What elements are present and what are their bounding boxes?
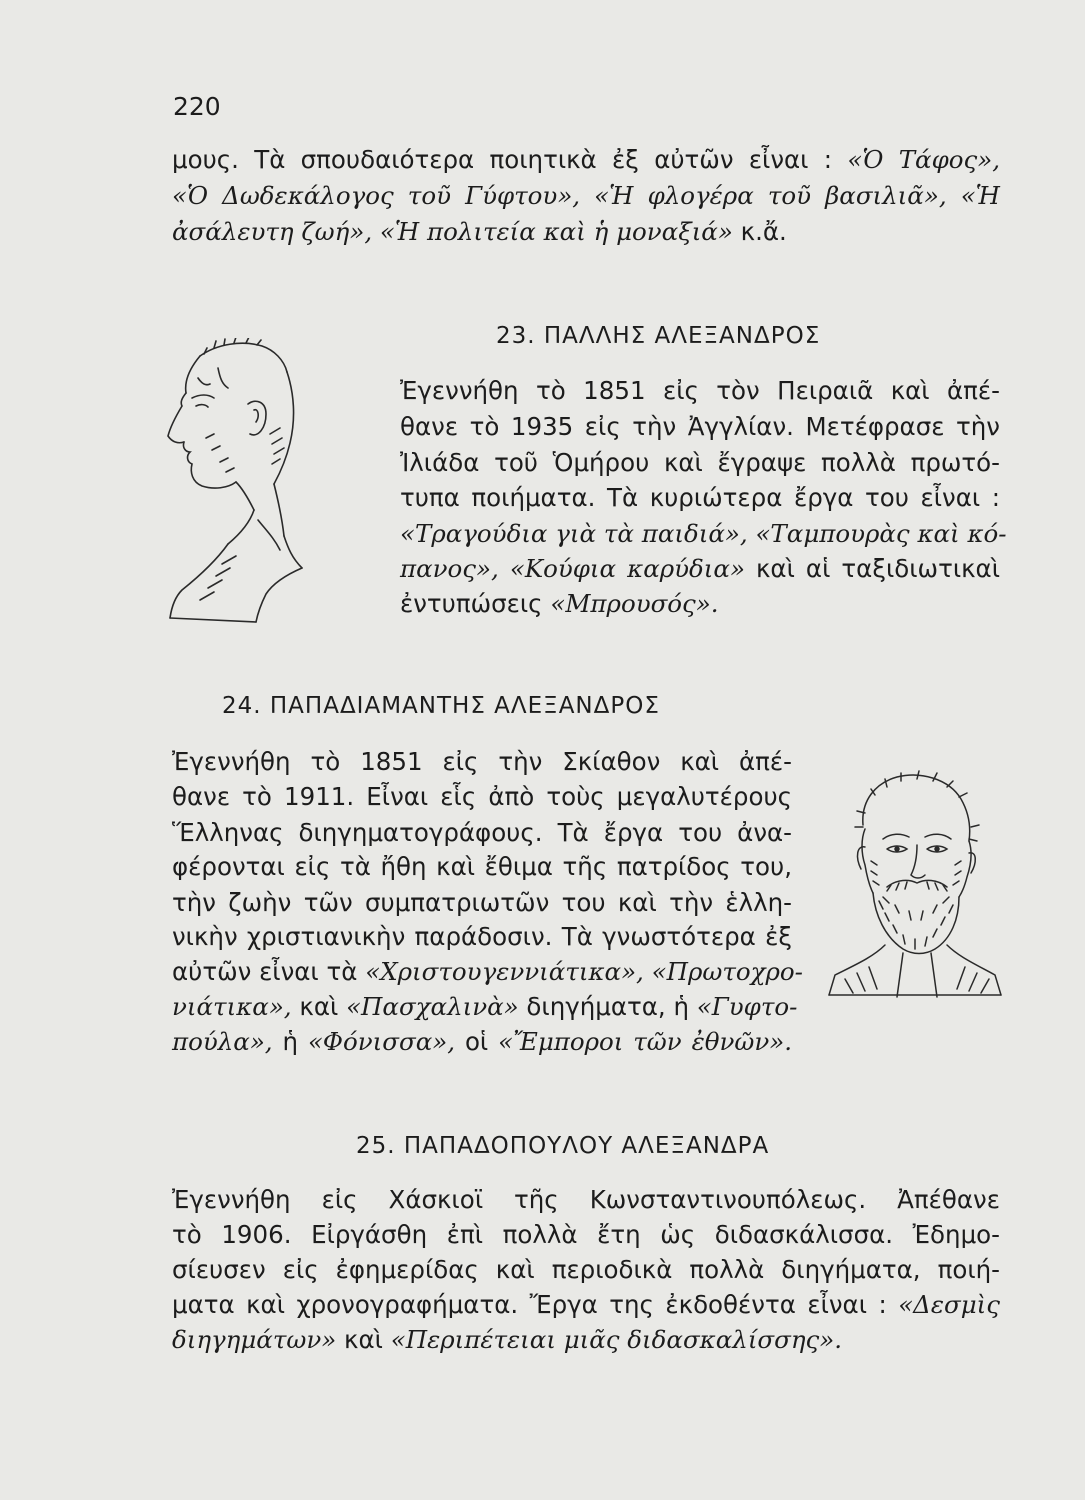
section-24-line	[172, 850, 792, 884]
italic-title-text: «Χριστουγεννιάτικα», «Πρωτοχρο-	[365, 957, 803, 986]
italic-title-text: διηγημάτων»	[172, 1325, 337, 1354]
section-24-line	[172, 920, 792, 954]
body-text: καὶ αἱ ταξιδιωτικαὶ	[744, 554, 1000, 583]
body-text: κ.ἄ.	[732, 217, 787, 246]
section-24-line	[172, 886, 792, 920]
section-23-line	[400, 481, 1000, 515]
section-23-line	[400, 517, 1007, 551]
italic-title-text: «Πασχαλινὰ»	[346, 992, 519, 1021]
section-25-line	[172, 1288, 1000, 1322]
portrait-papadiamantis-illustration	[825, 765, 1005, 1000]
section-23-line	[400, 552, 1000, 586]
section-23-line	[400, 587, 719, 621]
body-text: νικὴν χριστιανικὴν παράδοσιν. Τὰ γνωστότερα ἐξ	[172, 922, 792, 951]
intro-line	[172, 179, 1000, 213]
body-text: τυπα ποιήματα. Τὰ κυριώτερα ἔργα του εἶναι :	[400, 483, 1000, 512]
section-25-line	[172, 1253, 1000, 1287]
section-23-line	[400, 446, 1000, 480]
italic-title-text: νιάτικα»,	[172, 992, 292, 1021]
intro-line	[172, 143, 1000, 177]
italic-title-text: «Γυφτο-	[696, 992, 798, 1021]
section-25-line	[172, 1218, 1000, 1252]
body-text: τὴν ζωὴν τῶν συμπατριωτῶν του καὶ τὴν ἑλλη-	[172, 888, 792, 917]
italic-title-text: ἀσάλευτη ζωή», «Ἡ πολιτεία καὶ ἡ μοναξιά»	[172, 217, 733, 246]
body-text: αὐτῶν εἶναι τὰ	[172, 957, 366, 986]
italic-title-text: «Ὁ Τάφος»,	[847, 145, 1001, 174]
section-24-line	[172, 745, 792, 779]
italic-title-text: «Φόνισσα»,	[307, 1027, 456, 1056]
portrait-palles-illustration	[162, 338, 312, 623]
body-text: ματα καὶ χρονογραφήματα. Ἔργα της ἐκδοθέντα εἶναι :	[172, 1290, 899, 1319]
section-23-line	[400, 410, 1000, 444]
section-23-line	[400, 374, 1000, 408]
italic-title-text: πανος», «Κούφια καρύδια»	[400, 554, 745, 583]
body-text: καὶ	[336, 1325, 391, 1354]
section-25-line	[172, 1323, 842, 1357]
body-text: Ἰλιάδα τοῦ Ὁμήρου καὶ ἔγραψε πολλὰ πρωτό-	[400, 448, 1000, 477]
body-text: θανε τὸ 1935 εἰς τὴν Ἀγγλίαν. Μετέφρασε τὴν	[400, 412, 1000, 441]
section-24-line	[172, 816, 792, 850]
body-text: σίευσεν εἰς ἐφημερίδας καὶ περιοδικὰ πολλὰ διηγήματα, ποιή-	[172, 1255, 1000, 1284]
italic-title-text: «Περιπέτειαι μιᾶς διδασκαλίσσης».	[390, 1325, 843, 1354]
body-text: Ἐγεννήθη τὸ 1851 εἰς τὴν Σκίαθον καὶ ἀπέ-	[172, 747, 792, 776]
body-text: ἐντυπώσεις	[400, 589, 551, 618]
page-number: 220	[173, 92, 221, 121]
body-text: Ἕλληνας διηγηματογράφους. Τὰ ἔργα του ἀνα-	[172, 818, 792, 847]
italic-title-text: «Δεσμὶς	[898, 1290, 1000, 1319]
section-24-line	[172, 780, 792, 814]
body-text: θανε τὸ 1911. Εἶναι εἷς ἀπὸ τοὺς μεγαλυτέρους	[172, 782, 792, 811]
italic-title-text: πούλα»,	[172, 1027, 273, 1056]
intro-line	[172, 215, 787, 249]
body-text: καὶ	[291, 992, 347, 1021]
section-heading-25: 25. ΠΑΠΑΔΟΠΟΥΛΟΥ ΑΛΕΞΑΝΔΡΑ	[356, 1133, 770, 1159]
body-text: διηγήματα, ἡ	[518, 992, 697, 1021]
section-24-line	[172, 1025, 792, 1059]
body-text: Ἐγεννήθη τὸ 1851 εἰς τὸν Πειραιᾶ καὶ ἀπέ-	[400, 376, 1000, 405]
body-text: ἡ	[272, 1027, 308, 1056]
italic-title-text: «Μπρουσός».	[550, 589, 719, 618]
section-heading-23: 23. ΠΑΛΛΗΣ ΑΛΕΞΑΝΔΡΟΣ	[496, 323, 821, 349]
body-text: φέρονται εἰς τὰ ἤθη καὶ ἔθιμα τῆς πατρίδος του,	[172, 852, 792, 881]
body-text: τὸ 1906. Εἰργάσθη ἐπὶ πολλὰ ἔτη ὡς διδασκάλισσα. Ἐδημο-	[172, 1220, 1000, 1249]
italic-title-text: «Ἔμποροι τῶν ἐθνῶν».	[498, 1027, 793, 1056]
section-25-line	[172, 1183, 1000, 1217]
italic-title-text: «Τραγούδια γιὰ τὰ παιδιά», «Ταμπουρὰς καὶ κό-	[400, 519, 1007, 548]
body-text: οἱ	[455, 1027, 499, 1056]
body-text: Ἐγεννήθη εἰς Χάσκιοϊ τῆς Κωνσταντινουπόλεως. Ἀπέθανε	[172, 1185, 1000, 1214]
section-24-line	[172, 990, 798, 1024]
italic-title-text: «Ὁ Δωδεκάλογος τοῦ Γύφτου», «Ἡ φλογέρα τοῦ βασιλιᾶ», «Ἡ	[172, 181, 1000, 210]
section-heading-24: 24. ΠΑΠΑΔΙΑΜΑΝΤΗΣ ΑΛΕΞΑΝΔΡΟΣ	[222, 693, 660, 719]
body-text: μους. Τὰ σπουδαιότερα ποιητικὰ ἐξ αὐτῶν εἶναι :	[172, 145, 848, 174]
section-24-line	[172, 955, 803, 989]
